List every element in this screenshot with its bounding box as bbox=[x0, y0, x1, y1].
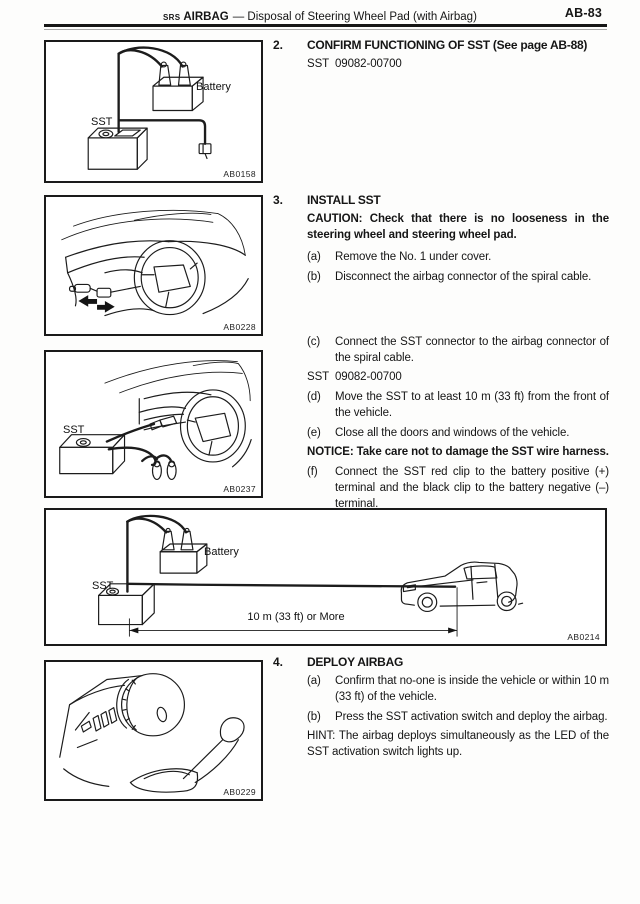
airbag-drawing bbox=[117, 674, 185, 736]
step-text: Confirm that no-one is inside the vehicle or within 10 m (33 ft) of the vehicle. bbox=[335, 675, 609, 703]
step-label: (a) bbox=[307, 251, 321, 263]
distance-label: 10 m (33 ft) or More bbox=[247, 611, 345, 623]
header-rule-thin bbox=[44, 29, 607, 30]
figure-distance-diagram bbox=[44, 508, 607, 646]
sst-label: SST bbox=[92, 580, 114, 592]
dashboard-illustration bbox=[46, 197, 261, 334]
deployed-airbag-illustration bbox=[46, 662, 261, 799]
step-label: (b) bbox=[307, 711, 321, 723]
page-number: AB-83 bbox=[564, 6, 602, 20]
step-text: Press the SST activation switch and deploy the airbag. bbox=[335, 711, 608, 723]
cable-drawing bbox=[107, 424, 171, 465]
step-text: Disconnect the airbag connector of the spiral cable. bbox=[335, 271, 592, 283]
step-label: (a) bbox=[307, 675, 321, 687]
step-text: Remove the No. 1 under cover. bbox=[335, 251, 492, 263]
sst-label: SST bbox=[63, 424, 85, 436]
figure-disconnect-connector bbox=[44, 195, 263, 336]
section-install-sst-continued bbox=[273, 334, 609, 512]
section-install-sst bbox=[273, 192, 609, 285]
section-deploy-airbag bbox=[273, 654, 609, 760]
battery-label: Battery bbox=[204, 546, 239, 558]
step-text: Close all the doors and windows of the vehicle. bbox=[335, 427, 570, 439]
step-label: (c) bbox=[307, 336, 321, 348]
figure-id: AB0228 bbox=[223, 322, 256, 332]
hint-paragraph: HINT: The airbag deploys simultaneously as the LED of the SST activation switch lights up. bbox=[307, 730, 609, 758]
figure-sst-battery-setup bbox=[44, 40, 263, 183]
step-label: (d) bbox=[307, 391, 321, 403]
caution-paragraph: CAUTION: Check that there is no looseness in the steering wheel and steering wheel pad. bbox=[307, 213, 609, 241]
battery-label: Battery bbox=[196, 81, 231, 93]
section-number: 3. bbox=[273, 193, 283, 207]
sst-box-drawing bbox=[88, 128, 147, 169]
windshield-lines bbox=[62, 210, 246, 255]
section-number: 4. bbox=[273, 655, 283, 669]
pull-apart-arrow-icons bbox=[78, 295, 114, 312]
step-text: Move the SST to at least 10 m (33 ft) from the front of the vehicle. bbox=[335, 391, 609, 419]
sst-battery-illustration bbox=[46, 42, 261, 181]
sst-code-value: 09082-00700 bbox=[335, 58, 402, 70]
sst-code-label: SST bbox=[307, 371, 330, 383]
steering-wheel-drawing bbox=[134, 241, 205, 315]
wire-drawing bbox=[127, 516, 455, 592]
seat-drawing bbox=[130, 718, 244, 792]
section-number: 2. bbox=[273, 38, 283, 52]
sst-code-value: 09082-00700 bbox=[335, 371, 402, 383]
figure-id: AB0158 bbox=[223, 169, 256, 179]
airbag-connector-drawing bbox=[70, 284, 141, 297]
sst-box-drawing bbox=[60, 435, 125, 474]
dashboard-drawing bbox=[60, 676, 142, 787]
step-label: (b) bbox=[307, 271, 321, 283]
header-rule-thick bbox=[44, 24, 607, 27]
figure-sst-connected bbox=[44, 350, 263, 498]
header-subtitle: — Disposal of Steering Wheel Pad (with Airbag) bbox=[232, 11, 477, 23]
step-label: (e) bbox=[307, 427, 321, 439]
step-label: (f) bbox=[307, 466, 318, 478]
step-text: Connect the SST red clip to the battery positive (+) terminal and the black clip to the battery negative (–) terminal. bbox=[335, 466, 609, 510]
figure-deployed-airbag bbox=[44, 660, 263, 801]
car-drawing bbox=[401, 562, 522, 611]
section-heading: CONFIRM FUNCTIONING OF SST (See page AB-88) bbox=[307, 38, 588, 52]
figure-id: AB0237 bbox=[223, 484, 256, 494]
connector-drawing bbox=[199, 144, 211, 159]
figure-id: AB0229 bbox=[223, 787, 256, 797]
header-airbag-label: AIRBAG bbox=[183, 11, 229, 23]
step-text: Connect the SST connector to the airbag connector of the spiral cable. bbox=[335, 336, 609, 364]
notice-paragraph: NOTICE: Take care not to damage the SST wire harness. bbox=[307, 446, 609, 458]
distance-illustration bbox=[46, 510, 605, 644]
section-confirm-functioning bbox=[273, 37, 609, 72]
figure-id: AB0214 bbox=[567, 632, 600, 642]
section-heading: INSTALL SST bbox=[307, 193, 381, 207]
page-header bbox=[163, 7, 477, 25]
sst-code-label: SST bbox=[307, 58, 330, 70]
section-heading: DEPLOY AIRBAG bbox=[307, 655, 404, 669]
header-srs-label: SRS bbox=[163, 13, 181, 22]
battery-drawing bbox=[160, 528, 207, 573]
sst-label: SST bbox=[91, 116, 113, 128]
